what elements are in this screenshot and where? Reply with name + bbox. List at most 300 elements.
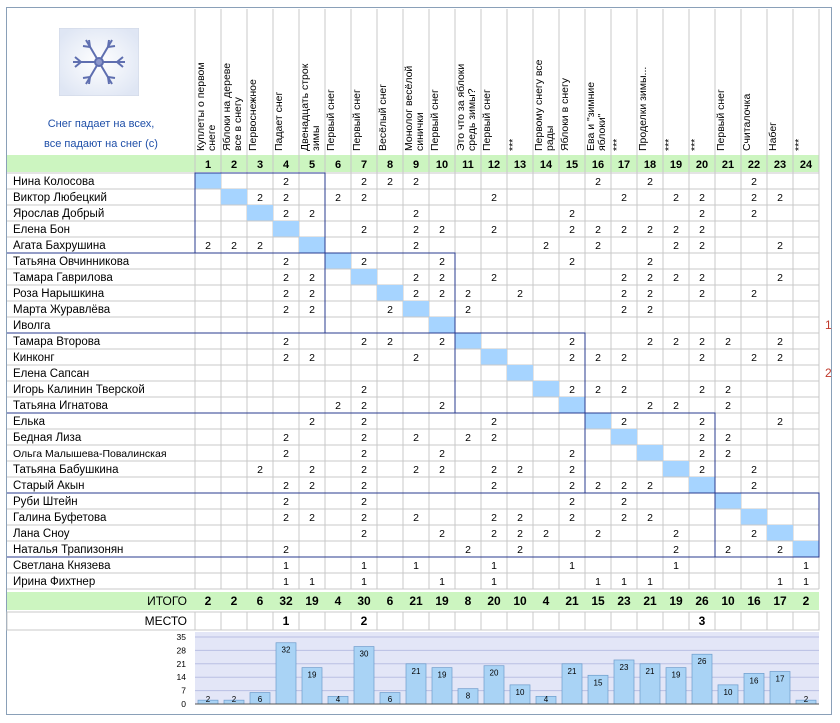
total-value: 10 [513, 594, 527, 608]
voter-name: Нина Колосова [13, 176, 95, 188]
chart-bar-label: 6 [387, 695, 393, 704]
vote-value: 2 [699, 352, 705, 364]
vote-value: 2 [257, 464, 263, 476]
total-value: 30 [357, 594, 371, 608]
song-title: Яблоки в снегу [559, 77, 571, 151]
song-title: Первому снегу всерады [533, 59, 556, 151]
vote-value: 2 [361, 176, 367, 188]
voter-name: Наталья Трапизонян [13, 544, 124, 556]
vote-value: 2 [491, 464, 497, 476]
vote-value: 2 [673, 240, 679, 252]
vote-value: 2 [335, 192, 341, 204]
song-number: 4 [282, 159, 290, 171]
vote-value: 2 [309, 208, 315, 220]
self-vote-cell [351, 269, 377, 285]
vote-value: 2 [361, 528, 367, 540]
chart-bar-label: 4 [335, 695, 341, 704]
song-number: 8 [386, 159, 394, 171]
vote-value: 2 [517, 288, 523, 300]
vote-value: 2 [751, 192, 757, 204]
vote-value: 2 [413, 352, 419, 364]
voter-name: Иволга [13, 320, 51, 332]
vote-value: 2 [361, 496, 367, 508]
voter-name: Елька [13, 416, 46, 428]
vote-value: 2 [725, 384, 731, 396]
chart-bar-label: 6 [257, 695, 263, 704]
voter-name: Ярослав Добрый [13, 208, 105, 220]
vote-value: 2 [725, 432, 731, 444]
total-value: 6 [386, 594, 394, 608]
voter-name: Старый Акын [13, 480, 85, 492]
self-vote-cell [455, 333, 481, 349]
song-title: *** [793, 138, 805, 151]
voter-name: Тамара Второва [13, 336, 101, 348]
vote-value: 2 [413, 224, 419, 236]
song-number: 24 [799, 159, 813, 171]
vote-value: 2 [309, 272, 315, 284]
self-vote-cell [689, 477, 715, 493]
song-number: 10 [435, 159, 449, 171]
vote-value: 2 [751, 208, 757, 220]
vote-value: 1 [569, 560, 575, 572]
song-number: 16 [591, 159, 605, 171]
vote-value: 2 [699, 448, 705, 460]
vote-value: 2 [621, 192, 627, 204]
total-value: 4 [334, 594, 342, 608]
vote-value: 2 [569, 464, 575, 476]
chart-bar-label: 17 [775, 674, 785, 684]
vote-value: 2 [439, 448, 445, 460]
vote-value: 2 [517, 512, 523, 524]
self-vote-cell [611, 429, 637, 445]
vote-value: 2 [673, 336, 679, 348]
song-title: *** [611, 138, 623, 151]
song-number: 18 [643, 159, 657, 171]
vote-value: 2 [283, 352, 289, 364]
chart-bar-label: 32 [281, 645, 291, 655]
chart-bar-label: 21 [411, 666, 421, 676]
vote-value: 2 [725, 448, 731, 460]
song-title: Первый снег [325, 89, 337, 151]
total-value: 16 [747, 594, 761, 608]
vote-value: 2 [283, 176, 289, 188]
vote-value: 2 [673, 192, 679, 204]
vote-value: 2 [699, 384, 705, 396]
chart-bar-label: 19 [437, 670, 447, 680]
voter-name: Виктор Любецкий [13, 192, 107, 204]
vote-value: 2 [309, 464, 315, 476]
vote-value: 2 [361, 224, 367, 236]
vote-value: 2 [751, 528, 757, 540]
chart-y-tick: 0 [181, 699, 186, 709]
vote-value: 2 [465, 304, 471, 316]
total-value: 17 [773, 594, 787, 608]
vote-value: 1 [803, 576, 809, 588]
vote-value: 2 [361, 336, 367, 348]
vote-value: 2 [699, 416, 705, 428]
vote-value: 2 [699, 288, 705, 300]
voter-name: Игорь Калинин Тверской [13, 384, 145, 396]
chart-y-tick: 21 [176, 658, 186, 669]
vote-value: 2 [725, 400, 731, 412]
vote-value: 2 [439, 256, 445, 268]
vote-value: 2 [283, 544, 289, 556]
chart-bar-label: 8 [465, 691, 471, 701]
vote-value: 1 [595, 576, 601, 588]
total-value: 19 [669, 594, 683, 608]
vote-value: 2 [517, 544, 523, 556]
vote-value: 2 [283, 336, 289, 348]
vote-value: 2 [569, 496, 575, 508]
vote-value: 2 [569, 208, 575, 220]
vote-value: 2 [647, 400, 653, 412]
voter-name: Ольга Малышева-Повалинская [13, 448, 167, 460]
vote-value: 2 [413, 176, 419, 188]
vote-value: 2 [335, 400, 341, 412]
vote-value: 2 [491, 416, 497, 428]
song-title: Первый снег [481, 89, 493, 151]
chart-y-tick: 35 [176, 632, 186, 642]
vote-value: 2 [595, 176, 601, 188]
song-title: Первый снег [429, 89, 441, 151]
vote-value: 2 [361, 416, 367, 428]
vote-value: 2 [361, 400, 367, 412]
voter-name: Агата Бахрушина [13, 240, 106, 252]
vote-value: 2 [699, 464, 705, 476]
song-number: 9 [412, 159, 420, 171]
vote-value: 2 [283, 192, 289, 204]
song-title: Монолог весёлойсинички [403, 65, 426, 151]
self-vote-cell [273, 221, 299, 237]
song-number: 23 [773, 159, 787, 171]
voter-name: Ирина Фихтнер [13, 576, 96, 588]
self-vote-cell [533, 381, 559, 397]
self-vote-cell [481, 349, 507, 365]
vote-value: 1 [283, 560, 289, 572]
song-number: 17 [617, 159, 631, 171]
vote-value: 2 [621, 224, 627, 236]
voter-name: Лана Сноу [13, 528, 70, 540]
vote-value: 2 [361, 432, 367, 444]
header-caption-line-1: Снег падает на всех, [47, 118, 155, 130]
song-number: 13 [513, 159, 527, 171]
vote-value: 2 [621, 272, 627, 284]
vote-value: 2 [413, 208, 419, 220]
vote-value: 2 [673, 224, 679, 236]
vote-value: 2 [621, 384, 627, 396]
song-number: 20 [695, 159, 709, 171]
total-value: 2 [230, 594, 238, 608]
vote-value: 2 [621, 512, 627, 524]
vote-value: 2 [491, 432, 497, 444]
chart-bar-label: 16 [749, 676, 759, 686]
self-vote-cell [325, 253, 351, 269]
song-number: 22 [747, 159, 761, 171]
vote-value: 2 [465, 544, 471, 556]
total-value: 6 [256, 594, 264, 608]
vote-value: 2 [699, 336, 705, 348]
vote-value: 2 [439, 272, 445, 284]
vote-value: 2 [491, 480, 497, 492]
vote-value: 2 [751, 464, 757, 476]
total-value: 2 [204, 594, 212, 608]
vote-value: 2 [569, 512, 575, 524]
place-value: 3 [698, 614, 706, 628]
self-vote-cell [663, 461, 689, 477]
total-value: 21 [565, 594, 579, 608]
voter-name: Марта Журавлёва [13, 304, 111, 316]
vote-value: 2 [621, 416, 627, 428]
vote-value: 2 [413, 464, 419, 476]
vote-value: 2 [465, 288, 471, 300]
vote-value: 2 [413, 240, 419, 252]
total-value: 4 [542, 594, 550, 608]
vote-value: 2 [231, 240, 237, 252]
vote-value: 2 [621, 480, 627, 492]
song-number: 2 [230, 159, 238, 171]
place-value: 2 [360, 614, 368, 628]
vote-value: 2 [699, 272, 705, 284]
voter-name: Тамара Гаврилова [13, 272, 113, 284]
side-mark: 1 [825, 318, 832, 332]
total-value: 20 [487, 594, 501, 608]
song-number: 7 [360, 159, 368, 171]
vote-value: 2 [283, 448, 289, 460]
vote-value: 2 [439, 336, 445, 348]
vote-value: 2 [283, 256, 289, 268]
vote-value: 2 [647, 272, 653, 284]
voter-name: Бедная Лиза [13, 432, 82, 444]
voter-name: Елена Сапсан [13, 368, 90, 380]
song-number: 12 [487, 159, 501, 171]
vote-value: 2 [647, 288, 653, 300]
vote-value: 2 [283, 272, 289, 284]
vote-value: 2 [309, 480, 315, 492]
vote-value: 2 [491, 224, 497, 236]
vote-value: 1 [413, 560, 419, 572]
voter-name: Татьяна Бабушкина [13, 464, 119, 476]
song-number: 15 [565, 159, 579, 171]
self-vote-cell [741, 509, 767, 525]
vote-value: 2 [309, 352, 315, 364]
vote-value: 2 [309, 288, 315, 300]
self-vote-cell [247, 205, 273, 221]
vote-value: 2 [751, 288, 757, 300]
vote-value: 2 [647, 224, 653, 236]
total-value: 21 [643, 594, 657, 608]
vote-value: 2 [647, 176, 653, 188]
vote-value: 2 [725, 336, 731, 348]
song-title: Ева и "зимниеяблоки" [585, 81, 608, 151]
song-title: Это что за яблокисредь зимы? [455, 63, 478, 151]
chart-y-tick: 28 [176, 645, 186, 656]
total-value: 2 [802, 594, 810, 608]
vote-value: 2 [361, 480, 367, 492]
vote-value: 2 [283, 304, 289, 316]
self-vote-cell [299, 237, 325, 253]
vote-value: 2 [777, 192, 783, 204]
song-title: Весёлый снег [377, 83, 389, 151]
song-number: 5 [308, 159, 316, 171]
vote-value: 2 [569, 256, 575, 268]
vote-value: 2 [647, 304, 653, 316]
chart-bar-label: 10 [515, 687, 525, 697]
total-value: 21 [409, 594, 423, 608]
vote-value: 2 [751, 480, 757, 492]
song-title: Считалочка [741, 93, 753, 151]
chart-bar-label: 19 [307, 670, 317, 680]
vote-value: 2 [751, 176, 757, 188]
vote-value: 2 [647, 256, 653, 268]
vote-value: 2 [777, 272, 783, 284]
vote-value: 2 [517, 528, 523, 540]
song-title: Первый снег [715, 89, 727, 151]
vote-value: 1 [491, 576, 497, 588]
vote-value: 2 [777, 352, 783, 364]
vote-value: 2 [751, 352, 757, 364]
vote-value: 2 [699, 224, 705, 236]
chart-bar-label: 2 [803, 695, 809, 704]
vote-value: 1 [439, 576, 445, 588]
place-row [7, 612, 819, 630]
vote-value: 2 [283, 432, 289, 444]
voter-name: Руби Штейн [13, 496, 78, 508]
self-vote-cell [793, 541, 819, 557]
total-value: 19 [305, 594, 319, 608]
song-title: Куплеты о первомснеге [195, 62, 218, 151]
vote-value: 2 [413, 288, 419, 300]
chart-bar-label: 2 [231, 695, 237, 704]
chart-bar-label: 2 [205, 695, 211, 704]
vote-value: 2 [361, 512, 367, 524]
vote-value: 2 [725, 544, 731, 556]
vote-value: 2 [543, 528, 549, 540]
vote-value: 2 [413, 272, 419, 284]
vote-value: 2 [309, 304, 315, 316]
vote-value: 1 [803, 560, 809, 572]
vote-value: 1 [777, 576, 783, 588]
vote-value: 2 [777, 416, 783, 428]
vote-value: 2 [777, 336, 783, 348]
chart-bar-label: 21 [645, 666, 655, 676]
place-value: 1 [282, 614, 290, 628]
vote-value: 2 [569, 224, 575, 236]
song-title: Падает снег [273, 91, 285, 151]
self-vote-cell [767, 525, 793, 541]
chart-y-tick: 14 [176, 672, 186, 683]
voter-name: Татьяна Овчинникова [13, 256, 130, 268]
song-title: Первоснежное [247, 79, 259, 151]
song-title: *** [689, 138, 701, 151]
vote-value: 2 [257, 240, 263, 252]
vote-value: 2 [647, 336, 653, 348]
vote-value: 2 [699, 208, 705, 220]
vote-value: 2 [387, 336, 393, 348]
vote-value: 2 [673, 400, 679, 412]
vote-value: 2 [543, 240, 549, 252]
chart-bar-label: 20 [489, 668, 499, 678]
vote-value: 2 [361, 448, 367, 460]
vote-value: 2 [595, 480, 601, 492]
total-value: 19 [435, 594, 449, 608]
song-number: 1 [204, 159, 212, 171]
vote-value: 2 [621, 496, 627, 508]
voter-name: Елена Бон [13, 224, 71, 236]
voter-name: Галина Буфетова [13, 512, 107, 524]
vote-value: 2 [595, 224, 601, 236]
vote-value: 2 [439, 464, 445, 476]
vote-value: 2 [647, 480, 653, 492]
chart-bar-label: 4 [543, 695, 549, 704]
vote-value: 2 [309, 512, 315, 524]
vote-value: 2 [569, 448, 575, 460]
vote-value: 2 [439, 400, 445, 412]
vote-value: 2 [361, 464, 367, 476]
total-value: 10 [721, 594, 735, 608]
side-mark: 2 [825, 366, 832, 380]
vote-value: 2 [283, 512, 289, 524]
chart-bar-label: 21 [567, 666, 577, 676]
vote-value: 2 [491, 192, 497, 204]
number-row-spacer [7, 155, 195, 172]
song-title: Проделки зимы... [637, 66, 649, 151]
vote-value: 2 [673, 544, 679, 556]
vote-value: 2 [283, 480, 289, 492]
chart-bar-label: 30 [359, 649, 369, 659]
vote-value: 2 [387, 304, 393, 316]
song-title: Яблоки на деревевсе в снегу [221, 62, 244, 151]
self-vote-cell [429, 317, 455, 333]
total-value: 8 [464, 594, 472, 608]
header-caption-line-2: все падают на снег (с) [44, 138, 158, 150]
vote-value: 2 [309, 416, 315, 428]
song-number: 14 [539, 159, 553, 171]
vote-value: 1 [309, 576, 315, 588]
vote-value: 2 [569, 384, 575, 396]
chart-y-tick: 7 [181, 685, 186, 696]
vote-value: 2 [699, 240, 705, 252]
song-number: 6 [334, 159, 342, 171]
vote-value: 2 [491, 528, 497, 540]
vote-value: 1 [361, 560, 367, 572]
total-value: 23 [617, 594, 631, 608]
self-vote-cell [221, 189, 247, 205]
song-title: *** [663, 138, 675, 151]
self-vote-cell [403, 301, 429, 317]
voter-name: Роза Нарышкина [13, 288, 105, 300]
vote-value: 2 [621, 304, 627, 316]
vote-value: 1 [621, 576, 627, 588]
self-vote-cell [377, 285, 403, 301]
self-vote-cell [195, 173, 221, 189]
vote-value: 2 [699, 192, 705, 204]
vote-value: 2 [569, 336, 575, 348]
vote-value: 2 [439, 528, 445, 540]
vote-value: 2 [777, 544, 783, 556]
vote-value: 2 [595, 352, 601, 364]
vote-value: 2 [673, 272, 679, 284]
self-vote-cell [637, 445, 663, 461]
vote-value: 2 [621, 352, 627, 364]
voter-name: Татьяна Игнатова [13, 400, 108, 412]
vote-value: 2 [361, 384, 367, 396]
vote-value: 2 [595, 384, 601, 396]
vote-value: 1 [673, 560, 679, 572]
vote-value: 1 [491, 560, 497, 572]
vote-value: 2 [205, 240, 211, 252]
vote-value: 2 [569, 352, 575, 364]
vote-value: 2 [465, 432, 471, 444]
